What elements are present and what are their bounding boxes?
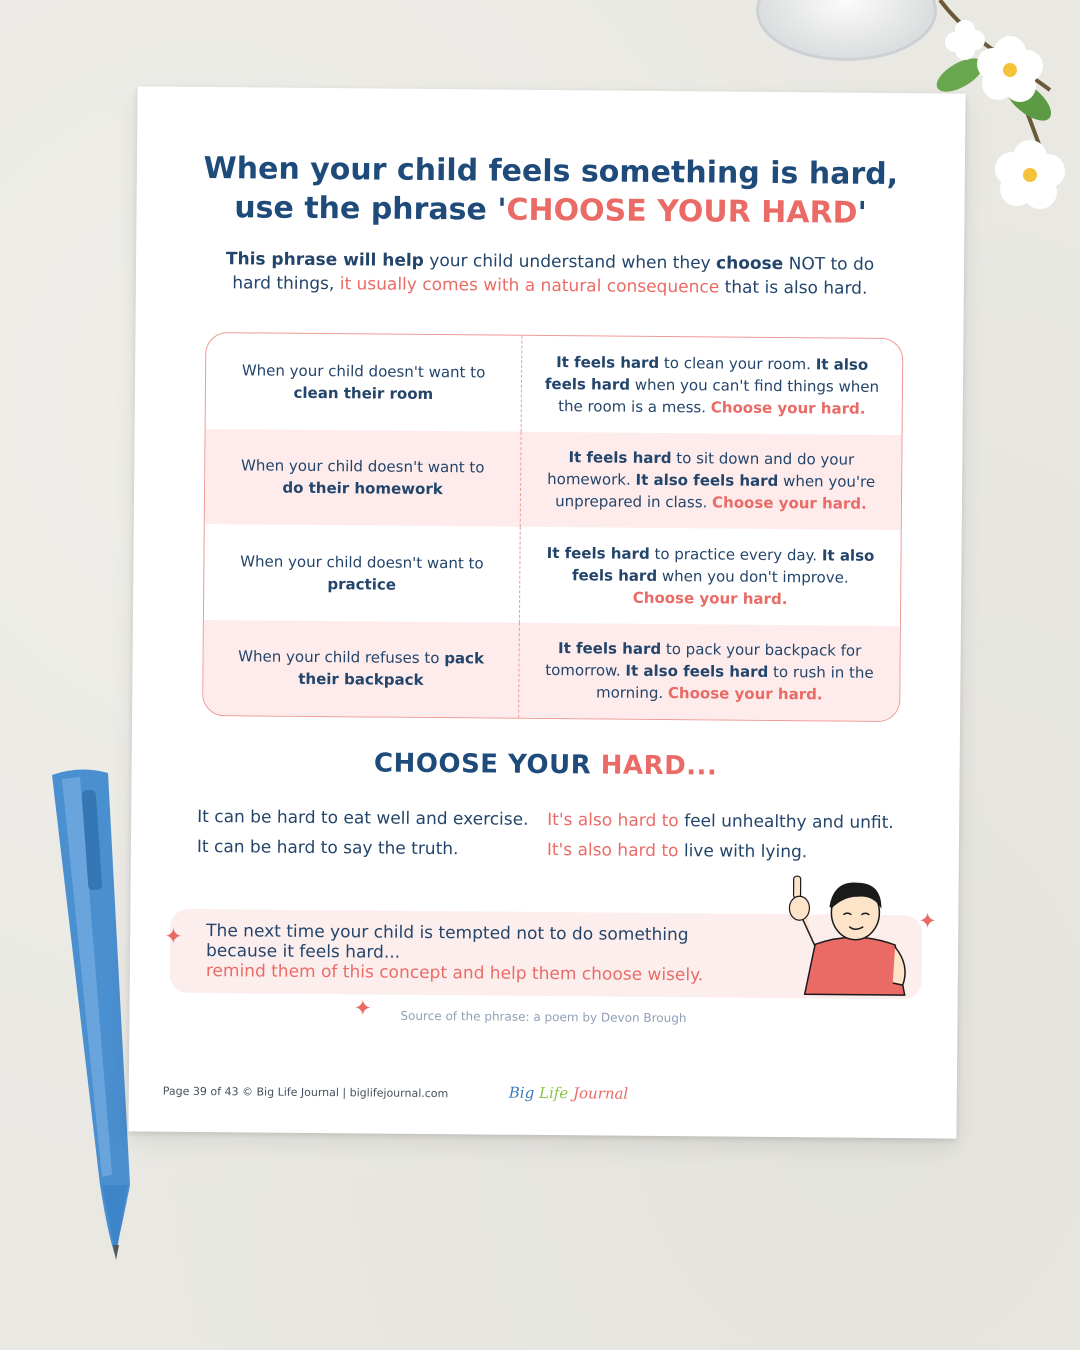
intro-text-6: that is also hard. (719, 277, 868, 299)
consequence-bold-1: It feels hard (568, 448, 672, 468)
consequence-text-4: to rush in the morning. (595, 663, 874, 703)
situations-table (202, 332, 903, 722)
big-life-journal-logo (509, 1084, 629, 1103)
consequence-bold-3: It also feels hard (635, 471, 779, 491)
logo-word-2: Life (538, 1083, 569, 1103)
example-left: It can be hard to eat well and exercise. (197, 806, 529, 830)
table-row (206, 333, 903, 435)
intro-accent-5: it usually comes with a natural consequence (339, 274, 720, 298)
example-right-text: feel unhealthy and unfit. (678, 811, 894, 834)
choose-your-hard-label: Choose your hard. (712, 493, 867, 514)
title-suffix: ' (857, 195, 867, 231)
reminder-text (206, 921, 727, 986)
consequence-text-2: to pack your backpack for tomorrow. (545, 640, 862, 680)
consequence-bold-1: It feels hard (556, 352, 660, 372)
source-note: Source of the phrase: a poem by Devon Brough (400, 1008, 687, 1026)
situation-bold: practice (327, 574, 397, 594)
table-row (203, 620, 900, 722)
situation-bold: do their homework (282, 478, 443, 499)
intro-bold-3: choose (715, 253, 784, 275)
choose-examples (197, 802, 897, 868)
consequence-text-4: when you can't find things when the room is a mess. (558, 375, 880, 417)
title-accent: CHOOSE YOUR HARD (506, 192, 858, 231)
example-left: It can be hard to say the truth. (196, 836, 459, 860)
consequence-text-2: to clean your room. (659, 353, 816, 374)
consequence-bold-3: It also feels hard (571, 546, 875, 585)
title-line-2 (176, 188, 924, 234)
situation-text: When your child refuses to (238, 647, 445, 668)
example-right-text: live with lying. (678, 841, 808, 863)
title-line-1: When your child feels something is hard, (203, 150, 899, 193)
situation-cell (205, 429, 522, 527)
consequence-bold-3: It also feels hard (544, 355, 869, 394)
choose-your-hard-label: Choose your hard. (667, 684, 823, 704)
logo-word-3: Journal (572, 1084, 629, 1103)
boy-illustration (785, 874, 926, 1005)
situation-bold: clean their room (293, 383, 434, 403)
consequence-text-2: to sit down and do your homework. (547, 449, 855, 490)
page-title (176, 149, 925, 234)
intro-text-2: your child understand when they (423, 250, 717, 274)
sparkle-icon: ✦ (164, 924, 183, 950)
consequence-cell (520, 527, 901, 626)
title-prefix: use the phrase ' (234, 190, 507, 228)
heading-part-b: HARD... (600, 750, 718, 782)
logo-word-1: Big (508, 1083, 535, 1102)
heading-part-a: CHOOSE YOUR (373, 748, 601, 781)
situation-bold: pack their backpack (298, 649, 485, 690)
choose-your-hard-label: Choose your hard. (710, 398, 866, 418)
choose-your-hard-heading (132, 746, 960, 783)
situation-text: When your child doesn't want to (241, 361, 486, 382)
consequence-bold-1: It feels hard (557, 639, 662, 659)
consequence-text-4: when you don't improve. (657, 566, 849, 587)
example-row (197, 832, 897, 868)
page-footer: Page 39 of 43 © Big Life Journal | biglifejournal.com (162, 1084, 449, 1101)
consequence-bold-3: It also feels hard (625, 661, 769, 682)
consequence-cell (521, 431, 902, 530)
reminder-line-2: remind them of this concept and help them choose wisely. (205, 961, 704, 986)
worksheet-page (128, 86, 965, 1138)
situation-text: When your child doesn't want to (240, 552, 484, 573)
example-accent: It's also hard to (546, 840, 679, 862)
situation-cell (203, 620, 520, 718)
example-right (547, 805, 897, 838)
intro-bold-1: This phrase will help (225, 249, 424, 271)
table-row (204, 524, 901, 626)
sparkle-icon: ✦ (353, 996, 373, 1022)
consequence-cell (519, 622, 900, 721)
consequence-cell (522, 336, 903, 435)
situation-text: When your child doesn't want to (240, 456, 485, 477)
consequence-text-4: when you're unprepared in class. (555, 472, 876, 512)
consequence-bold-1: It feels hard (546, 543, 650, 563)
reminder-line-1: The next time your child is tempted not to do something because it feels hard... (205, 921, 689, 963)
example-accent: It's also hard to (547, 810, 679, 832)
intro-paragraph (211, 247, 889, 301)
situation-cell (204, 524, 521, 622)
table-row (205, 429, 902, 531)
intro-text-4: NOT to do hard things, (232, 254, 875, 295)
choose-your-hard-label: Choose your hard. (632, 588, 788, 608)
situation-cell (206, 333, 523, 431)
sparkle-icon: ✦ (918, 909, 937, 935)
consequence-text-2: to practice every day. (649, 544, 822, 565)
example-right (547, 835, 897, 868)
